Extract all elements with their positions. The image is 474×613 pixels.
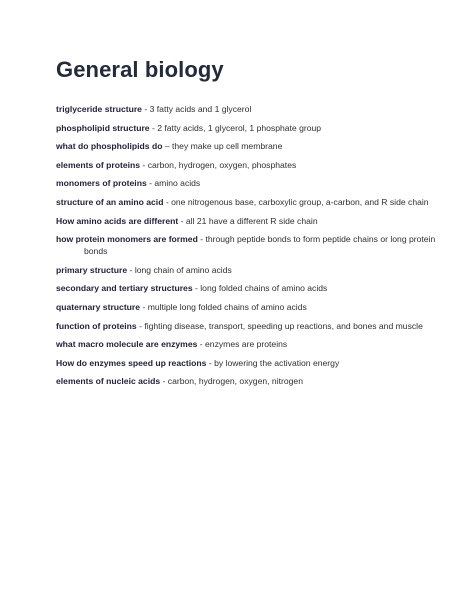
entry-term: How amino acids are different [56, 215, 179, 226]
page-title: General biology [56, 57, 224, 82]
entry-term: secondary and tertiary structures [56, 283, 193, 294]
entry-term: what macro molecule are enzymes [56, 339, 198, 350]
definition-entry [56, 375, 436, 387]
entry-term: elements of proteins [56, 159, 141, 170]
entry-definition: 3 fatty acids and 1 glycerol [149, 104, 252, 114]
entry-separator: - [163, 196, 172, 207]
entry-separator: - [192, 283, 201, 294]
entry-term: phospholipid structure [56, 122, 150, 133]
entry-definition: long chain of amino acids [134, 264, 232, 275]
entry-definition: carbon, hydrogen, oxygen, nitrogen [167, 376, 303, 387]
entry-term: function of proteins [56, 320, 137, 331]
definition-entry [56, 122, 436, 134]
definition-entry [56, 357, 436, 369]
entry-definition: through peptide bonds to form peptide chains or long protein bonds [84, 234, 436, 257]
entry-separator: - [149, 122, 158, 133]
entry-term: triglyceride structure [56, 104, 142, 114]
definition-entry [56, 159, 436, 171]
entry-separator: - [127, 264, 135, 275]
entry-definition: carbon, hydrogen, oxygen, phosphates [147, 159, 297, 170]
entry-separator: - [140, 301, 148, 312]
definition-entry [56, 140, 436, 152]
entry-definition: enzymes are proteins [205, 339, 288, 350]
entry-definition: all 21 have a different R side chain [185, 215, 318, 226]
definition-entry [56, 177, 436, 189]
entry-term: how protein monomers are formed [56, 234, 198, 245]
entry-separator: - [197, 339, 206, 350]
definition-entry [56, 301, 436, 313]
entry-definition: by lowering the activation energy [214, 357, 340, 368]
entry-definition: one nitrogenous base, carboxylic group, a-carbon, and R side chain [171, 196, 429, 207]
definition-entry [56, 196, 436, 208]
entry-separator: - [141, 104, 150, 114]
definition-entry [56, 320, 436, 332]
entry-separator: – [162, 141, 173, 152]
entry-definition: fighting disease, transport, speeding up reactions, and bones and muscle [144, 320, 423, 331]
entry-term: structure of an amino acid [56, 196, 164, 207]
entry-definition: 2 fatty acids, 1 glycerol, 1 phosphate group [157, 122, 322, 133]
entry-term: quaternary structure [56, 301, 141, 312]
definition-entry [56, 264, 436, 276]
entry-separator: - [206, 357, 215, 368]
entry-definition: they make up cell membrane [172, 141, 283, 152]
entry-separator: - [136, 320, 145, 331]
entry-definition: multiple long folded chains of amino acids [147, 301, 307, 312]
entry-separator: - [197, 234, 206, 245]
entry-term: How do enzymes speed up reactions [56, 357, 207, 368]
definition-entry [56, 282, 436, 294]
entry-term: what do phospholipids do [56, 141, 163, 152]
definition-entry [56, 215, 436, 227]
entry-separator: - [140, 159, 148, 170]
entry-separator: - [178, 215, 186, 226]
entry-definition: long folded chains of amino acids [200, 283, 328, 294]
entry-separator: - [146, 178, 155, 189]
entry-separator: - [160, 376, 168, 387]
entry-term: monomers of proteins [56, 178, 147, 189]
definition-entry [56, 233, 436, 257]
definition-list [56, 103, 436, 394]
definition-entry [56, 103, 436, 115]
definition-entry [56, 338, 436, 350]
entry-term: primary structure [56, 264, 128, 275]
entry-definition: amino acids [154, 178, 201, 189]
entry-term: elements of nucleic acids [56, 376, 161, 387]
